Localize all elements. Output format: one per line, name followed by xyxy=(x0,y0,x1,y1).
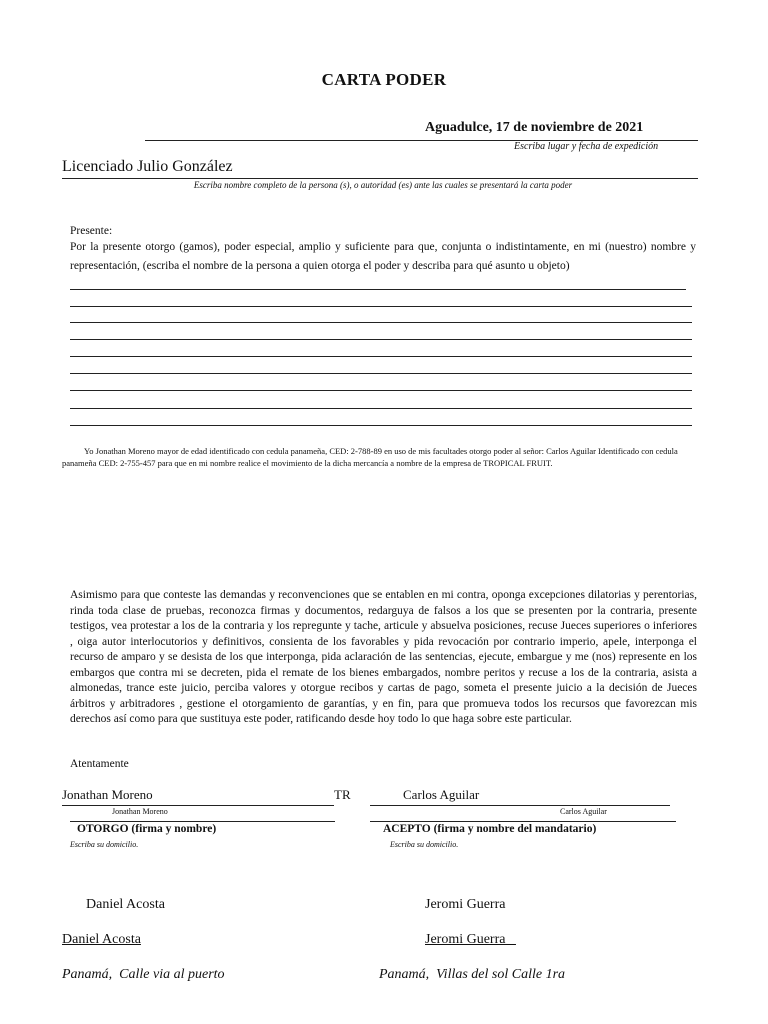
addressee-hint: Escriba nombre completo de la persona (s), o autoridad (es) ante las cuales se presentará la carta poder xyxy=(193,180,573,190)
blank-line xyxy=(70,339,692,340)
paragraph-powers: Asimismo para que conteste las demandas y reconvenciones que se entablen en mi contra, oponga excepciones dilatorias y perentorias, rinda toda clase de pruebas, reconozca firmas y documentos, redarguya de falsos a los que se presenten por la contraria, presente testigos, vea protestar a los de la contraria y los repregunte y tache, articule y absuelva posiciones, recuse Jueces superiores o inferiores , oiga autor interlocutorios y definitivos, consienta de los favorables y pida revocación por contrario imperio, apele, interponga el recurso de amparo y se desista de los que interponga, pida aclaración de las sentencias, ejecute, embargue y me (nos) represente en los embargos que contra mi se decreten, pida el remate de los bienes embargados, nombre peritos y recuse a los de la contraria, asista a almonedas, trance este juicio, perciba valores y otorgue recibos y cartas de pago, someta el presente juicio a la decisión de Jueces árbitros y arbitradores , gestione el otorgamiento de garantías, y en fin, para que promueva todos los recursos que favorezcan mis derechos así como para que sustituya este poder, ratificando desde hoy todo lo que haga sobre este particular. xyxy=(70,589,697,725)
agent-label: ACEPTO (firma y nombre del mandatario) xyxy=(383,823,597,835)
blank-line xyxy=(70,356,692,357)
witness-2-address: Panamá, Villas del sol Calle 1ra xyxy=(379,967,566,982)
place-date-hint: Escriba lugar y fecha de expedición xyxy=(514,141,659,152)
agent-name: Carlos Aguilar xyxy=(403,787,480,802)
blank-line xyxy=(70,373,692,374)
grantor-label: OTORGO (firma y nombre) xyxy=(77,823,217,835)
addressee-name: Licenciado Julio González xyxy=(62,158,233,175)
blank-line xyxy=(70,322,692,323)
agent-sign-line xyxy=(370,805,670,806)
agent-name-small: Carlos Aguilar xyxy=(560,807,607,816)
grantor-name-small: Jonathan Moreno xyxy=(112,807,168,816)
addressee-line xyxy=(62,178,698,179)
witness-1-name: Daniel Acosta xyxy=(86,897,165,912)
grantor-address-hint: Escriba su domicilio. xyxy=(70,840,139,849)
statement-text: Yo Jonathan Moreno mayor de edad identificado con cedula panameña, CED: 2-788-89 en uso de mis facultades otorgo poder al señor: Carlos Aguilar Identificado con cedula panameña CED: 2-755-457 para que en mi nombre realice el movimiento de la dicha mercancía a nombre de la empresa de TROPICAL FRUIT. xyxy=(62,446,678,468)
middle-mark: TR xyxy=(334,787,351,802)
witness-2-name: Jeromi Guerra xyxy=(425,897,506,912)
grantor-label-line xyxy=(70,821,335,822)
agent-label-line xyxy=(370,821,676,822)
blank-line xyxy=(70,306,692,307)
closing: Atentamente xyxy=(70,758,129,770)
place-date-value: Aguadulce, 17 de noviembre de 2021 xyxy=(425,120,644,135)
agent-address-hint: Escriba su domicilio. xyxy=(390,840,459,849)
witness-2-name-underlined: Jeromi Guerra xyxy=(425,932,516,947)
blank-line xyxy=(70,390,692,391)
grantor-name: Jonathan Moreno xyxy=(62,787,153,802)
witness-1-name-underlined: Daniel Acosta xyxy=(62,932,141,947)
grantor-sign-line xyxy=(62,805,334,806)
blank-line xyxy=(70,425,692,426)
greeting: Presente: xyxy=(70,225,113,237)
paragraph-grant: Por la presente otorgo (gamos), poder especial, amplio y suficiente para que, conjunta o indistintamente, en mi (nuestro) nombre y representación, (escriba el nombre de la persona a quien otorga el poder y describa para qué asunto u objeto) xyxy=(70,241,696,272)
blank-line xyxy=(70,408,692,409)
blank-line xyxy=(70,289,686,290)
document-title: CARTA PODER xyxy=(321,70,447,89)
witness-1-address: Panamá, Calle via al puerto xyxy=(62,967,225,982)
